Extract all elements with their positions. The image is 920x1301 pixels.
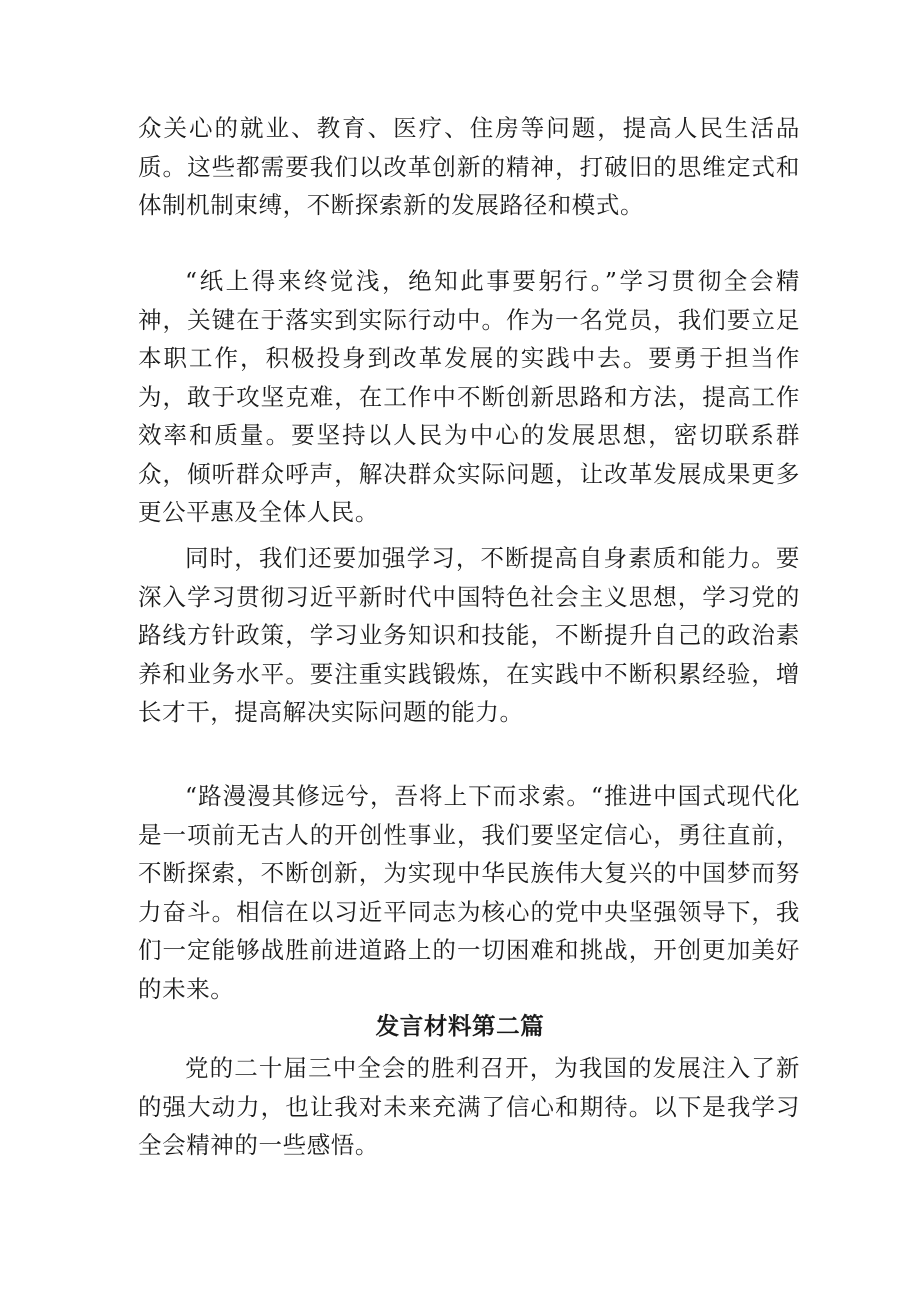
- paragraph-quote-practice: “纸上得来终觉浅，绝知此事要躬行。”学习贯彻全会精神，关键在于落实到实际行动中。作为一名党员，我们要立足本职工作，积极投身到改革发展的实践中去。要勇于担当作为，敢于攻坚克难，在工作中不断创新思路和方法，提高工作效率和质量。要坚持以人民为中心的发展思想，密切联系群众，倾听群众呼声，解决群众实际问题，让改革发展成果更多更公平惠及全体人民。: [138, 267, 800, 526]
- paragraph-study: 同时，我们还要加强学习，不断提高自身素质和能力。要深入学习贯彻习近平新时代中国特色社会主义思想，学习党的路线方针政策，学习业务知识和技能，不断提升自己的政治素养和业务水平。要注重实践锻炼，在实践中不断积累经验，增长才干，提高解决实际问题的能力。: [138, 544, 800, 726]
- paragraph-continued: 众关心的就业、教育、医疗、住房等问题，提高人民生活品质。这些都需要我们以改革创新的精神，打破旧的思维定式和体制机制束缚，不断探索新的发展路径和模式。: [138, 114, 800, 219]
- paragraph-section-intro: 党的二十届三中全会的胜利召开，为我国的发展注入了新的强大动力，也让我对未来充满了信心和期待。以下是我学习全会精神的一些感悟。: [138, 1054, 800, 1159]
- section-heading: 发言材料第二篇: [375, 1012, 545, 1040]
- paragraph-quote-explore: “路漫漫其修远兮，吾将上下而求索。“推进中国式现代化是一项前无古人的开创性事业，我们要坚定信心，勇往直前，不断探索，不断创新，为实现中华民族伟大复兴的中国梦而努力奋斗。相信在以习近平同志为核心的党中央坚强领导下，我们一定能够战胜前进道路上的一切困难和挑战，开创更加美好的未来。: [138, 782, 800, 1003]
